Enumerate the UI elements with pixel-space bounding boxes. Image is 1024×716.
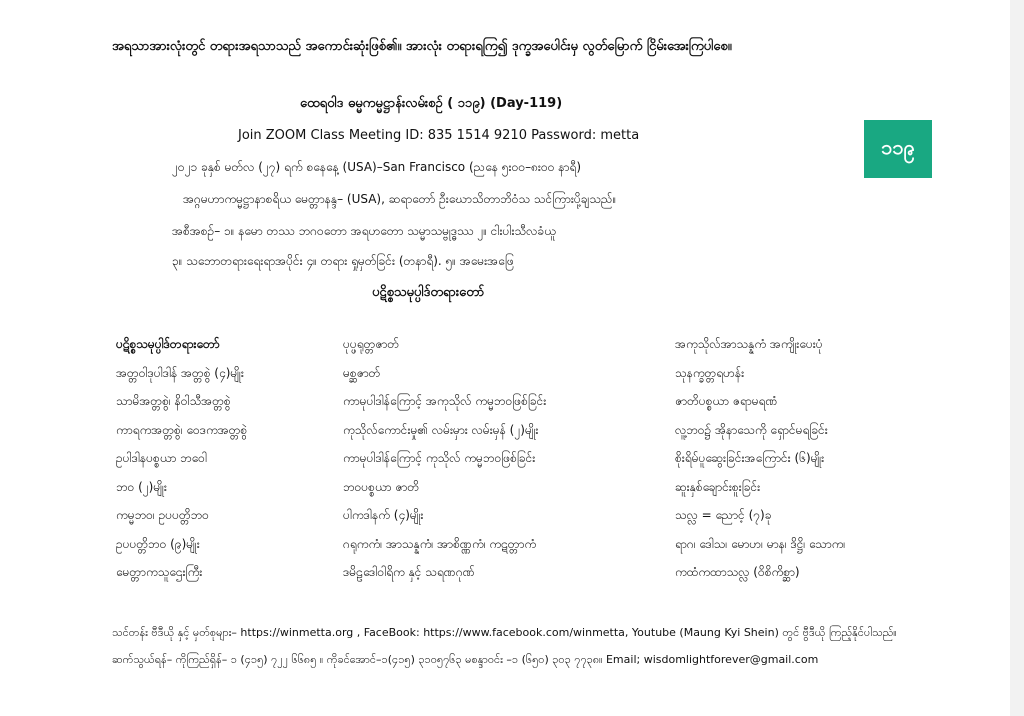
date-line: ၂၀၂၁ ခုနှစ် မတ်လ (၂၇) ရက် စနေနေ့ (USA)–San Francisco (ညနေ ၅း၀၀–၈း၀၀ နာရီ) bbox=[172, 160, 582, 174]
topic-item: မစ္ဆဇာတ် bbox=[343, 365, 381, 380]
topic-item: ဆူးနှစ်ချောင်းစူးခြင်း bbox=[675, 479, 761, 494]
topic-item: သုနက္ခတ္တရဟန်း bbox=[675, 365, 745, 380]
topics-column-middle bbox=[343, 333, 546, 590]
topic-item: ဂရုကကံ၊ အာသန္နကံ၊ အာစိဏ္ဏကံ၊ ကဋတ္တာကံ bbox=[343, 536, 537, 551]
topic-item: သာမိအတ္တစွဲ၊ နိဝါသီအတ္တစွဲ bbox=[116, 394, 231, 408]
footer-links-line: သင်တန်း ဗီဒီယို နှင့် မှတ်စုများ– https://winmetta.org , FaceBook: https://www.facebook.com/winmetta, Youtube (Maung Kyi Shein) တွင် ဗွီဒီယို ကြည့်နိုင်ပါသည်။ bbox=[112, 626, 897, 639]
topic-item: ကထံကထာသလ္လ (ဝိစိကိစ္ဆာ) bbox=[675, 565, 800, 579]
zoom-meeting-info: Join ZOOM Class Meeting ID: 835 1514 9210 Password: metta bbox=[238, 128, 640, 143]
topic-item: မေတ္တာကသူဌေးကြီး bbox=[116, 565, 203, 579]
topic-item: စိုးရိမ်ပူဆွေးခြင်းအကြောင်း (၆)မျိုး bbox=[675, 451, 825, 465]
topic-item: ဘဝပစ္စယာ ဇာတိ bbox=[343, 479, 420, 494]
footer-contact-line: ဆက်သွယ်ရန်– ကိုကြည်ရှိန်– ၁ (၄၁၅) ၇၂၂ ၆၆၈၅ ။ ကိုခင်အောင်–၁(၄၁၅) ၃၁၀၅၇၆၃ မစန္ဒာဝင်း –၁ (၆၅၀) ၃၀၃ ၇၇၃၈။ Email; wisdomlightforever@gmail.com bbox=[112, 653, 819, 666]
topic-item: အတ္တဝါဒုပါဒါန် အတ္တစွဲ (၄)မျိုး bbox=[116, 365, 244, 380]
topics-column-left bbox=[116, 333, 247, 590]
section-title: ပဋိစ္စသမုပ္ပါဒ်တရားတော် bbox=[372, 285, 485, 300]
topic-item: ကာမုပါဒါန်ကြောင့် ကုသိုလ် ကမ္မဘဝဖြစ်ခြင်း bbox=[343, 451, 536, 465]
right-margin-strip bbox=[1010, 0, 1024, 716]
day-number-badge: ၁၁၉ bbox=[864, 120, 932, 178]
topic-item: ကုသိုလ်ကောင်းမှု၏ လမ်းမှား လမ်းမှန် (၂)မျိုး bbox=[343, 422, 539, 437]
topic-item: ပဋိစ္စသမုပ္ပါဒ်တရားတော် bbox=[116, 337, 220, 351]
topic-item: ဒမိဠဒေါဝါရိက နှင့် သရဏဂုဏ် bbox=[343, 565, 475, 579]
topic-item: သလ္လ = ညောင့် (၇)ခု bbox=[675, 508, 772, 522]
topic-item: ပုပ္ဖရုတ္တဇာတ် bbox=[343, 337, 400, 351]
course-title: ထေရဝါဒ ဓမ္မကမ္မဋ္ဌာန်းလမ်းစဥ် ( ၁၁၉) (Day-119) bbox=[300, 96, 563, 111]
topic-item: လူ့ဘဝ၌ အိုနာသေကို ရှောင်မရခြင်း bbox=[675, 422, 828, 437]
topic-item: ကမ္မဘဝ၊ ဥပပတ္တိဘဝ bbox=[116, 508, 209, 522]
agenda-line-2: ၃။ သဘောတရားရေးရာအပိုင်း ၄။ တရား ရှုမှတ်ခြင်း (တနာရီ). ၅။ အမေးအဖြေ bbox=[172, 254, 514, 268]
topic-item: ရာဂ၊ ဒေါသ၊ မောဟ၊ မာန၊ ဒိဋ္ဌိ၊ သောက၊ bbox=[675, 536, 846, 551]
agenda-line-1: အစီအစဥ်– ၁။ နမော တဿ ဘဂဝတော အရဟတော သမ္မာသမ္ဗုဒ္ဓဿ ၂။ ငါးပါးသီလခံယူ bbox=[172, 224, 556, 238]
topic-item: ဥပါဒါနပစ္စယာ ဘဝေါ bbox=[116, 451, 207, 465]
topic-item: ပါကဒါနက် (၄)မျိုး bbox=[343, 508, 424, 522]
topic-item: ဘဝ (၂)မျိုး bbox=[116, 479, 167, 494]
topic-item: ကာရကအတ္တစွဲ၊ ဝေဒကအတ္တစွဲ bbox=[116, 422, 248, 437]
motto-text: အရသာအားလုံးတွင် တရားအရသာသည် အကောင်းဆုံးဖြစ်၏။ အားလုံး တရားရကြ၍ ဒုက္ခအပေါင်းမှ လွတ်မြောက် ငြိမ်းအေးကြပါစေ။ bbox=[112, 39, 732, 54]
teacher-line: အဂ္ဂမဟာကမ္မဋ္ဌာနာစရိယ မေတ္တာနန္ဒ– (USA), ဆရာတော် ဦးဃောသိတာဘိဝံသ သင်ကြားပို့ချသည်။ bbox=[183, 192, 617, 206]
topics-column-right bbox=[675, 333, 845, 590]
topic-item: ကာမုပါဒါန်ကြောင့် အကုသိုလ် ကမ္မဘဝဖြစ်ခြင်း bbox=[343, 394, 547, 408]
topic-item: အကုသိုလ်အာသန္နကံ အကျိုးပေးပုံ bbox=[675, 337, 823, 351]
topic-item: ဥပပတ္တိဘဝ (၉)မျိုး bbox=[116, 536, 200, 551]
topic-item: ဇာတိပစ္စယာ ဇရာမရဏံ bbox=[675, 394, 778, 408]
